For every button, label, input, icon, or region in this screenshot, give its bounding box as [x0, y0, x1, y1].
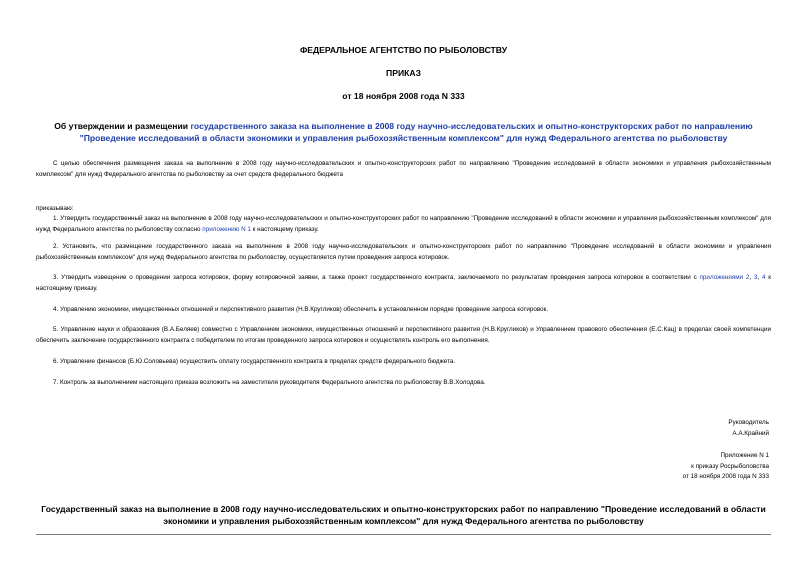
item-3-sep-1: ,	[749, 274, 754, 281]
item-1-tail: к настоящему приказу.	[250, 225, 319, 233]
appendix-line-1: Приложение N 1	[720, 452, 769, 459]
horizontal-divider	[36, 534, 771, 535]
list-item-4: 4. Управлению экономики, имущественных отношений и перспективного развития (Н.В.Кругликов) обеспечить в установленном порядке проведение запроса котировок.	[53, 306, 549, 313]
doc-type: ПРИКАЗ	[386, 68, 421, 78]
item-3-tail: к настоящему приказу.	[36, 274, 772, 292]
doc-title-prefix: Об утверждении и размещении	[54, 121, 191, 131]
appendix-line-3: от 18 ноября 2008 года N 333	[682, 473, 769, 480]
list-item-6: 6. Управление финансов (Б.Ю.Соловьева) осуществить оплату государственного контракта в пределах средств федерального бюджета.	[53, 358, 456, 365]
list-item-1	[36, 214, 771, 235]
appendices-2-link[interactable]: приложениями 2	[699, 274, 750, 281]
appendix-caption	[683, 451, 769, 483]
item-3-text: 3. Утвердить извещение о проведении запроса котировок, форму котировочной заявки, а также проект государственного контракта, заключаемого по результатам проведения запроса котировок в соответствии с	[53, 274, 700, 281]
signature-block	[728, 418, 769, 439]
appendix-line-2: к приказу Росрыболовства	[691, 462, 769, 470]
appendix-1-link[interactable]: приложению N 1	[202, 225, 251, 233]
list-item-3	[36, 273, 771, 294]
doc-title	[36, 120, 771, 144]
item-3-sep-2: ,	[757, 274, 762, 281]
signature-role: Руководитель	[728, 419, 769, 426]
order-word: приказываю:	[36, 205, 74, 212]
signature-name: А.А.Крайний	[732, 429, 769, 437]
appendix-3-link[interactable]: 3	[753, 274, 758, 281]
list-item-5: 5. Управление науки и образования (В.А.Беляев) совместно с Управлением экономики, имущественных отношений и перспективного развития (Н.В.Кругликов) и Управлением правового обеспечения (Е.С.Кац) в пределах своей компетенции обеспечить заключение государственного контракта с победителем по итогам проведенного запроса котировок и осуществлять контроль его выполнения.	[36, 326, 771, 344]
agency-name: ФЕДЕРАЛЬНОЕ АГЕНТСТВО ПО РЫБОЛОВСТВУ	[299, 45, 508, 55]
appendix-4-link[interactable]: 4	[761, 274, 766, 281]
list-item-2: 2. Установить, что размещение государственного заказа на выполнение в 2008 году научно-исследовательских и опытно-конструкторских работ по направлению "Проведение исследований в области экономики и управления рыбохозяйственным комплексом" для нужд Федерального агентства по рыболовству, осуществляется путем проведения запроса котировок.	[36, 243, 771, 261]
doc-date-number: от 18 ноября 2008 года N 333	[342, 91, 465, 101]
appendix-title: Государственный заказ на выполнение в 2008 году научно-исследовательских и опытно-конструкторских работ по направлению "Проведение исследований в области экономики и управления рыбохозяйственным комплексом" для нужд Федерального агентства по рыболовству	[41, 504, 766, 526]
item-1-text: 1. Утвердить государственный заказ на выполнение в 2008 году научно-исследовательских и опытно-конструкторских работ по направлению "Проведение исследований в области экономики и управления рыбохозяйственным комплексом" для нужд Федерального агентства по рыболовству согласно	[36, 215, 771, 233]
preamble: С целью обеспечения размещения заказа на выполнение в 2008 году научно-исследовательских и опытно-конструкторских работ по направлению "Проведение исследований в области экономики и управления рыбохозяйственным комплексом" для нужд Федерального агентства по рыболовству за счет средств федерального бюджета	[36, 160, 771, 178]
list-item-7: 7. Контроль за выполнением настоящего приказа возложить на заместителя руководителя Федерального агентства по рыболовству В.В.Холодова.	[53, 379, 486, 386]
doc-title-link[interactable]: государственного заказа на выполнение в 2008 году научно-исследовательских и опытно-конструкторских работ по направлению "Проведение исследований в области экономики и управления рыбохозяйственным комплексом" для нужд Федерального агентства по рыболовству	[79, 121, 753, 143]
